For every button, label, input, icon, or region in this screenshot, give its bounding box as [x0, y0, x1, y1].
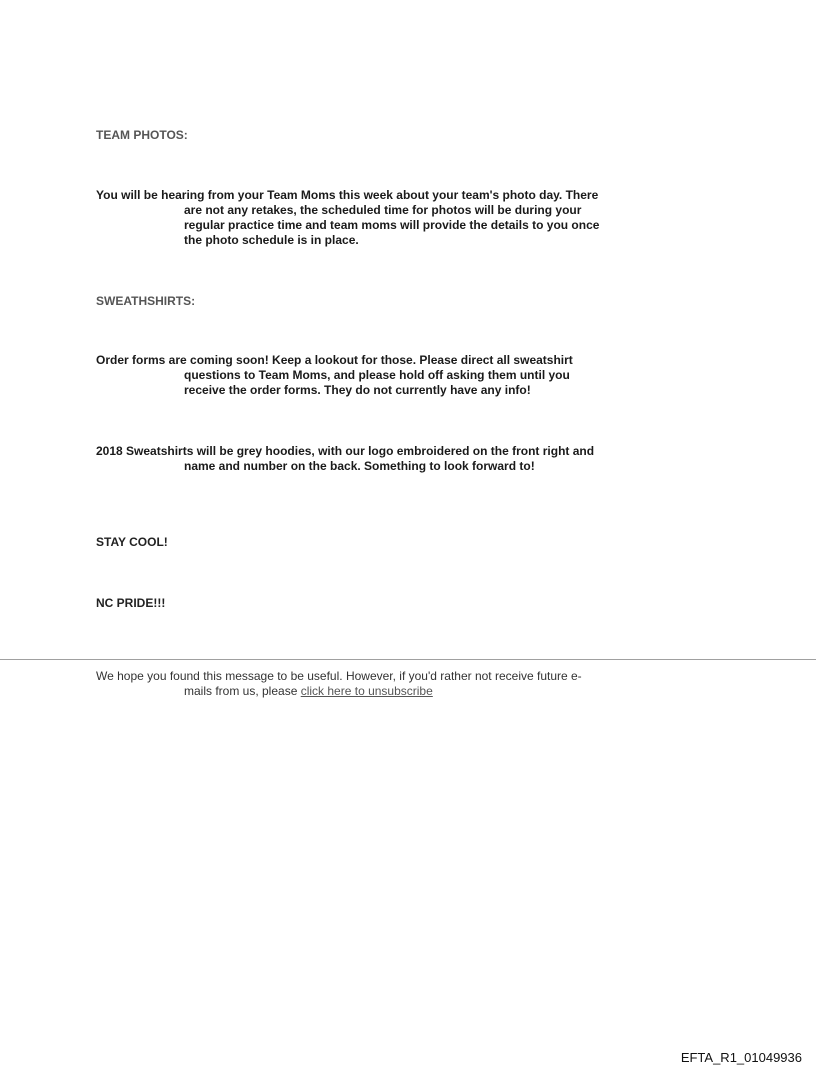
paragraph-line: name and number on the back. Something to look forward to!	[184, 459, 535, 473]
sweatshirts-order-paragraph	[96, 353, 573, 398]
paragraph-line: 2018 Sweatshirts will be grey hoodies, with our logo embroidered on the front right and	[96, 444, 595, 458]
nc-pride-text: NC PRIDE!!!	[96, 596, 166, 610]
sweatshirts-heading: SWEATHSHIRTS:	[96, 294, 196, 308]
unsubscribe-footer	[96, 669, 582, 699]
document-id: EFTA_R1_01049936	[680, 1050, 802, 1065]
paragraph-line: questions to Team Moms, and please hold off asking them until you	[184, 368, 570, 382]
stay-cool-text: STAY COOL!	[96, 535, 168, 549]
footer-line-prefix: mails from us, please	[184, 684, 301, 698]
footer-line: We hope you found this message to be useful. However, if you'd rather not receive future e-	[96, 669, 582, 683]
footer-line	[96, 684, 582, 699]
paragraph-line: You will be hearing from your Team Moms this week about your team's photo day. There	[96, 188, 599, 202]
paragraph-line: are not any retakes, the scheduled time for photos will be during your	[184, 203, 582, 217]
sweatshirts-description-paragraph	[96, 444, 594, 474]
paragraph-line: Order forms are coming soon! Keep a lookout for those. Please direct all sweatshirt	[96, 353, 573, 367]
paragraph-line: regular practice time and team moms will provide the details to you once	[184, 218, 600, 232]
team-photos-paragraph	[96, 188, 599, 248]
unsubscribe-link[interactable]: click here to unsubscribe	[300, 684, 433, 698]
team-photos-heading: TEAM PHOTOS:	[96, 128, 188, 142]
footer-divider	[0, 659, 816, 660]
paragraph-line: receive the order forms. They do not currently have any info!	[184, 383, 531, 397]
paragraph-line: the photo schedule is in place.	[184, 233, 359, 247]
